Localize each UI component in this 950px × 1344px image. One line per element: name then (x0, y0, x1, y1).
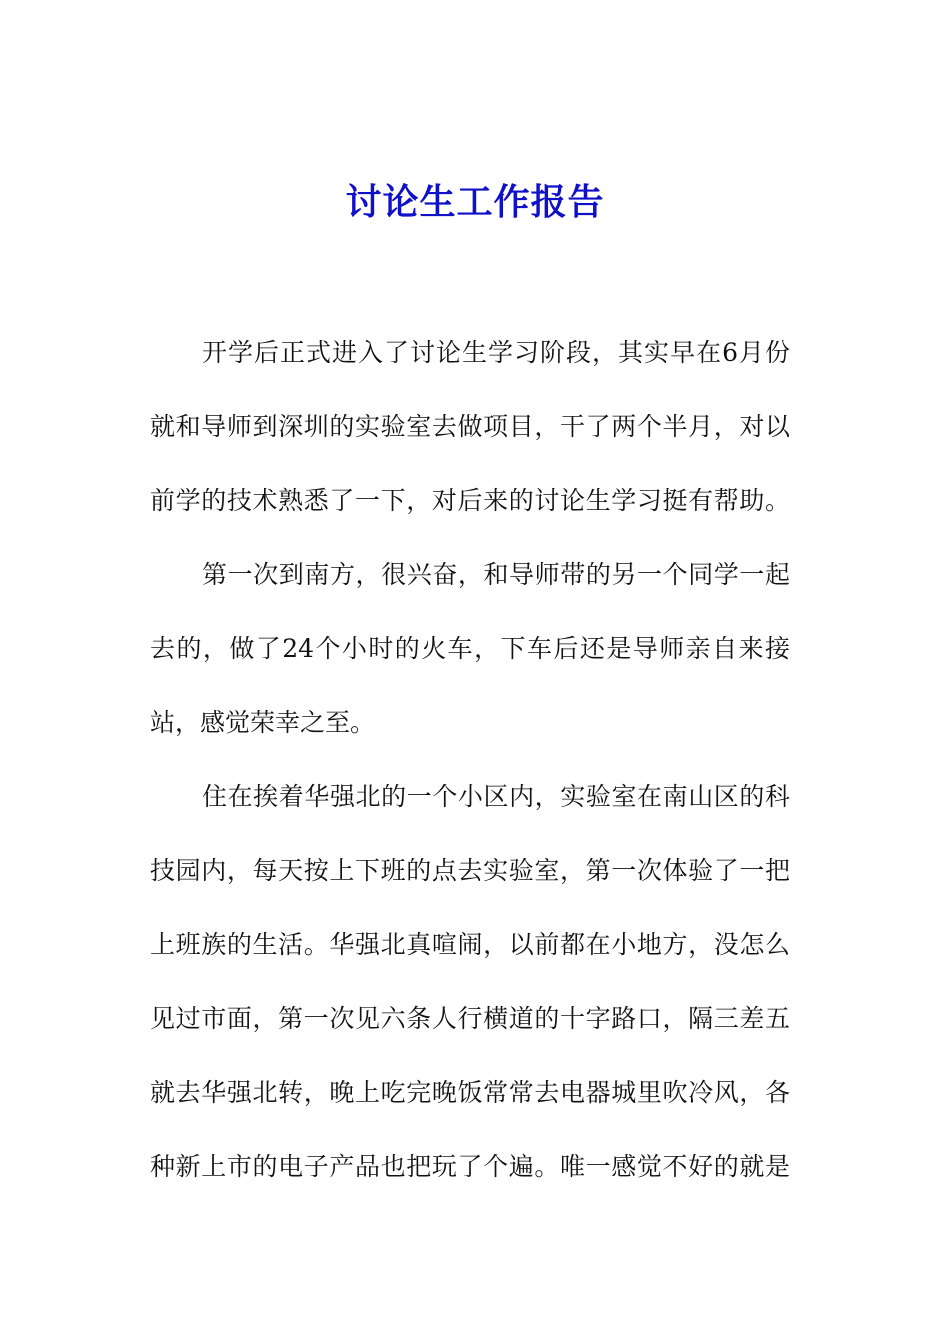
paragraph-3-line-2: 技园内，每天按上下班的点去实验室，第一次体验了一把 (150, 856, 790, 885)
document-title: 讨论生工作报告 (345, 181, 605, 223)
paragraph-3-line-5: 就去华强北转，晚上吃完晚饭常常去电器城里吹冷风，各 (150, 1078, 790, 1107)
paragraph-2-line-2: 去的，做了24个小时的火车，下车后还是导师亲自来接 (150, 634, 790, 663)
paragraph-3-line-4: 见过市面，第一次见六条人行横道的十字路口，隔三差五 (150, 1004, 790, 1033)
paragraph-1-line-2: 就和导师到深圳的实验室去做项目，干了两个半月，对以 (150, 412, 790, 441)
paragraph-3-line-1: 住在挨着华强北的一个小区内，实验室在南山区的科 (202, 782, 790, 811)
paragraph-2-line-1: 第一次到南方，很兴奋，和导师带的另一个同学一起 (202, 560, 790, 589)
paragraph-1-line-1: 开学后正式进入了讨论生学习阶段，其实早在6月份 (202, 338, 790, 367)
paragraph-3-line-6: 种新上市的电子产品也把玩了个遍。唯一感觉不好的就是 (150, 1152, 790, 1181)
paragraph-1-line-3: 前学的技术熟悉了一下，对后来的讨论生学习挺有帮助。 (150, 486, 790, 515)
paragraph-2-line-3: 站，感觉荣幸之至。 (150, 708, 376, 737)
paragraph-3-line-3: 上班族的生活。华强北真喧闹，以前都在小地方，没怎么 (150, 930, 790, 959)
